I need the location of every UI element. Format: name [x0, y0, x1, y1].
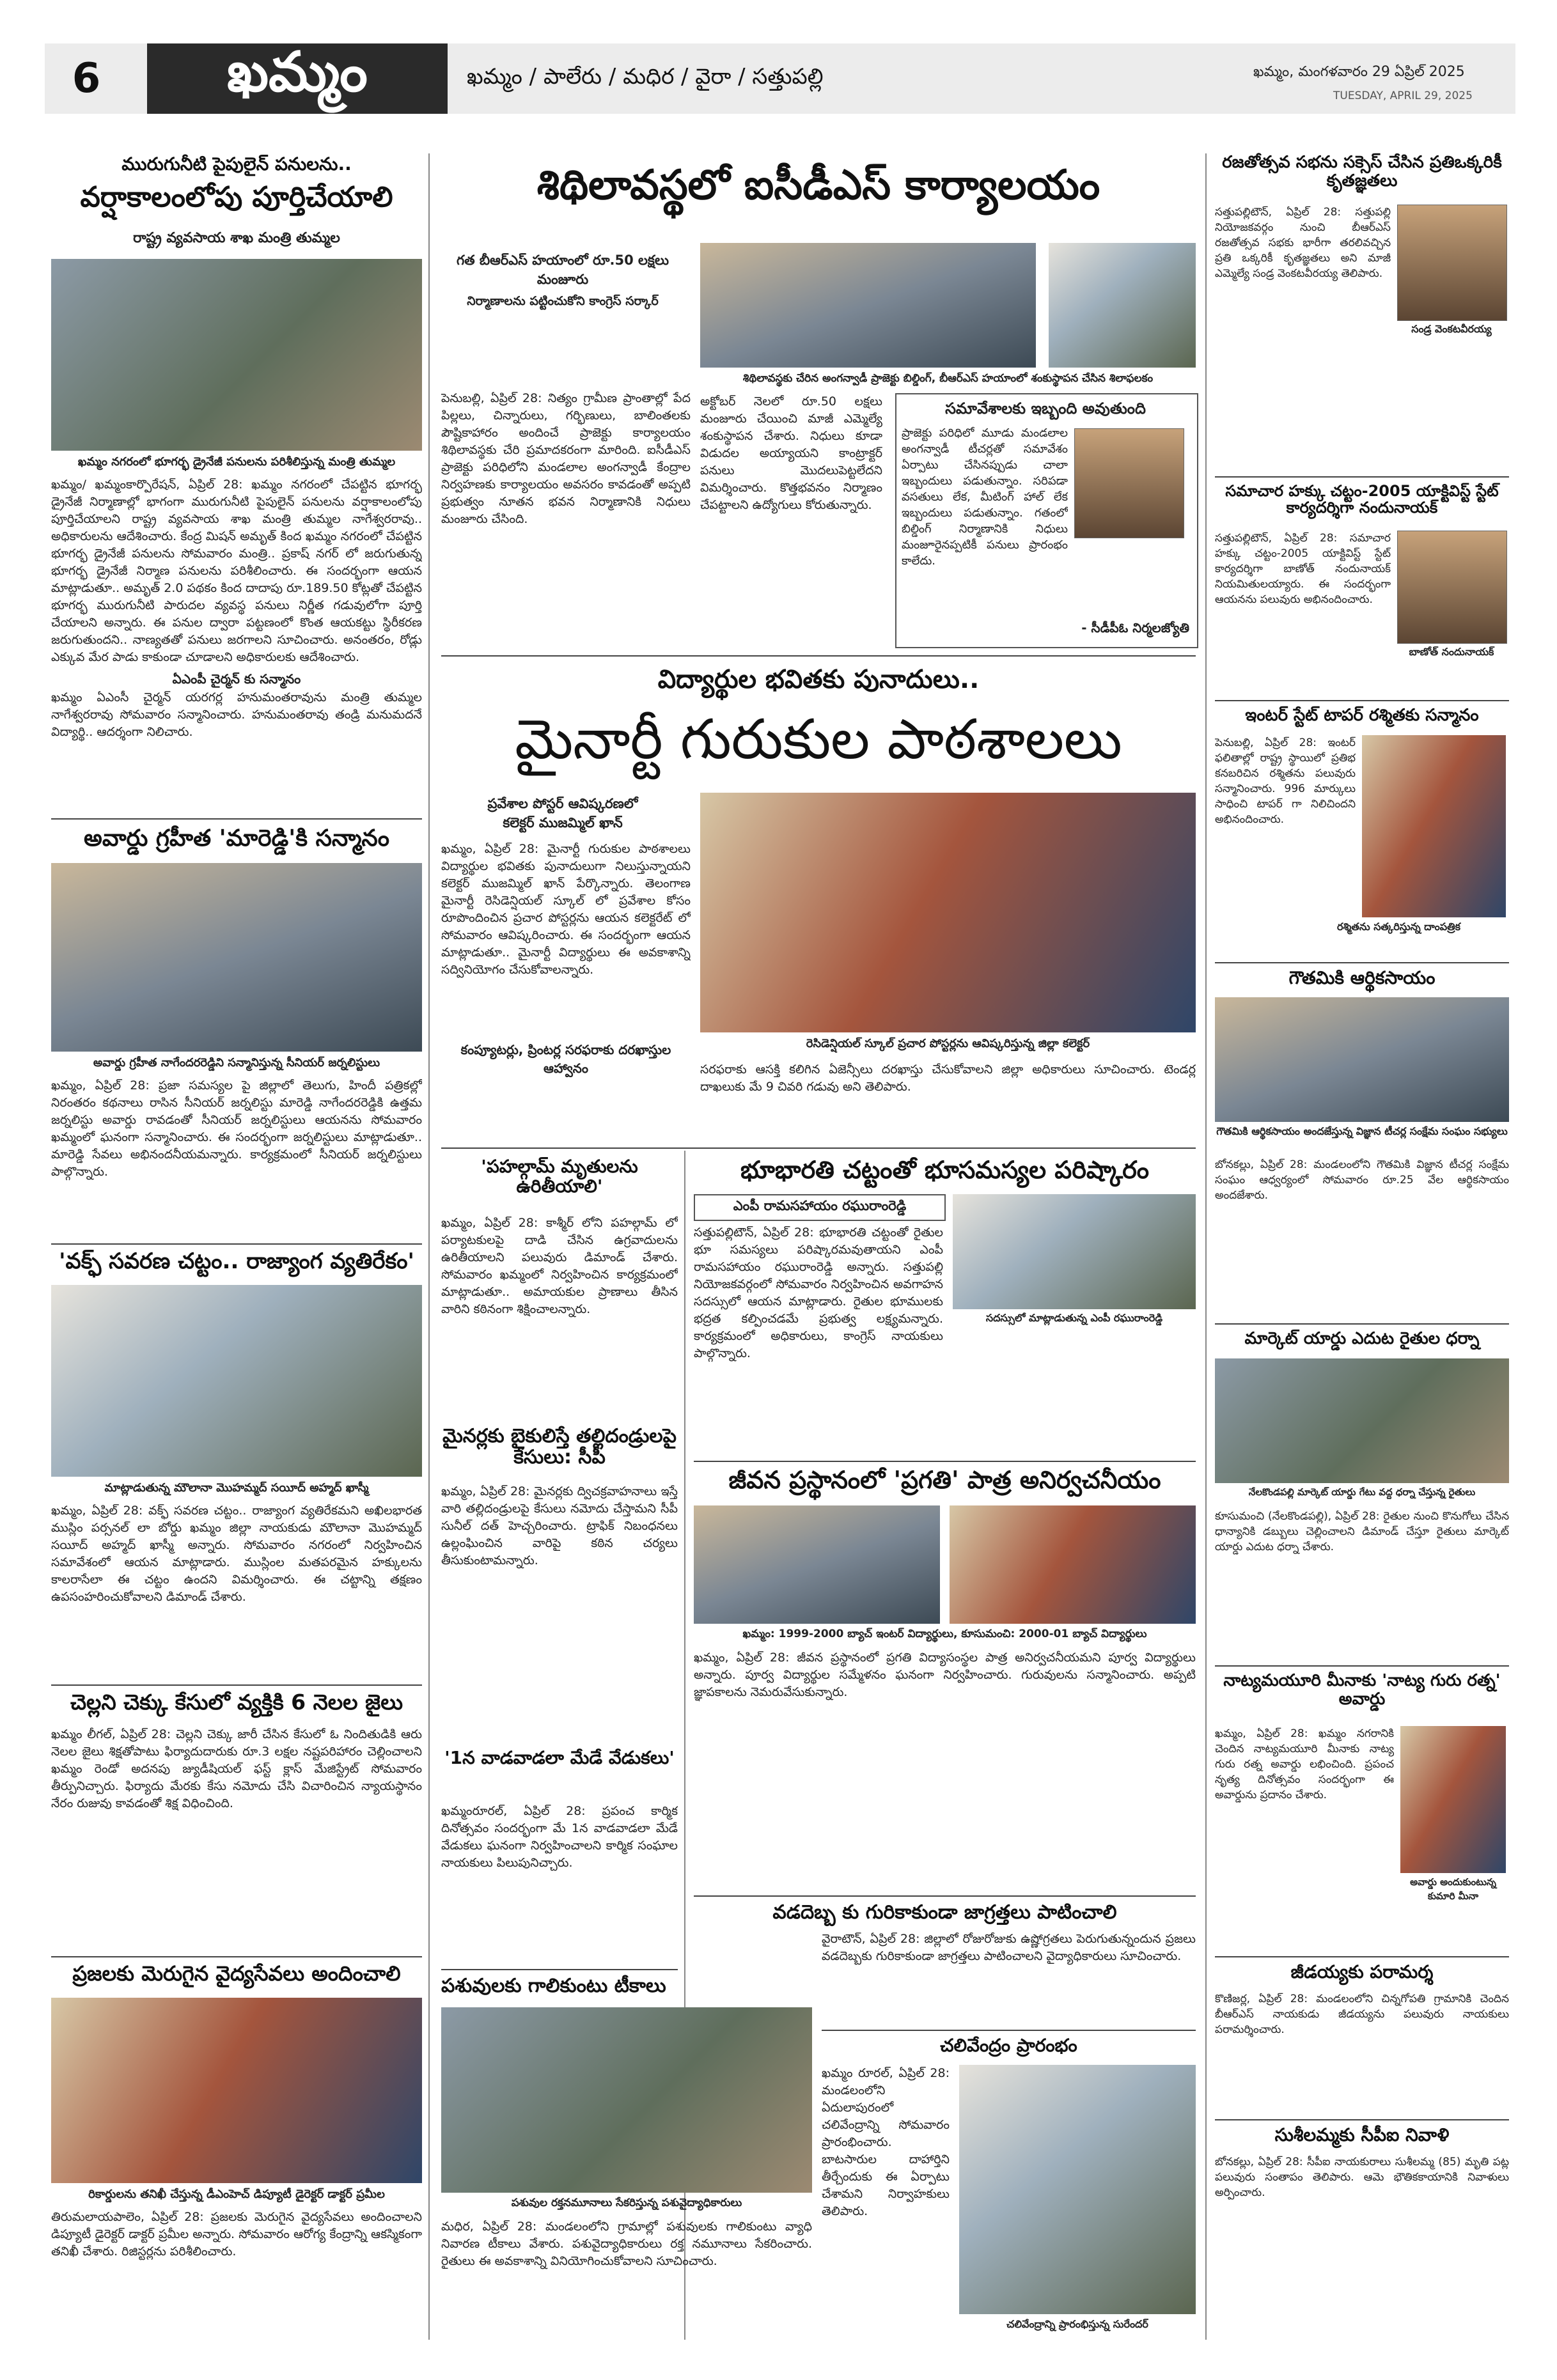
article-subhead: ప్రవేశాల పోస్టర్ ఆవిష్కరణలో: [487, 796, 638, 811]
article-body: ఖమ్మం, ఏప్రిల్ 28: కాశ్మీర్ లోని పహల్గామ్ లో పర్యాటకులపై దాడి చేసిన ఉగ్రవాదులను ఉరితీయాలని పలువురు డిమాండ్ చేశారు. సోమవారం ఖమ్మంలో నిర్వహించిన కార్యక్రమంలో మాట్లాడుతూ.. అమాయకుల ప్రాణాలు తీసిన వారిని కఠినంగా శిక్షించాలన్నారు.: [441, 1216, 678, 1316]
photo-caption: అవార్డు అందుకుంటున్న కుమారి మీనా: [1410, 1876, 1496, 1902]
article-body: పెనుబల్లి, ఏప్రిల్ 28: నిత్యం గ్రామీణ ప్రాంతాల్లో పేద పిల్లలు, చిన్నారులు, గర్భిణులు, బాలింతలకు పౌష్టికాహారం అందించే ప్రాజెక్టు కార్యాలయం శిథిలావస్థకు చేరి ప్రమాదకరంగా మారింది. ఐసీడీఎస్ ప్రాజెక్టు పరిధిలోని మండలాల అంగన్వాడీ కేంద్రాల నిర్వహణకు కార్యాలయం అవసరం కావడంతో అప్పటి ప్రభుత్వం నూతన భవన నిర్మాణానికి నిధులు మంజూరు చేసింది.: [441, 391, 691, 526]
edition-name: ఖమ్మం: [147, 43, 448, 114]
article-photo: [1362, 735, 1506, 917]
date-english: TUESDAY, APRIL 29, 2025: [1333, 89, 1473, 102]
article-headline: వడదెబ్బ కు గురికాకుండా జాగ్రత్తలు పాటించాలి: [772, 1901, 1117, 1924]
section-rule: [694, 1461, 1196, 1462]
lead-kicker: నిర్మాణాలను పట్టించుకోని కాంగ్రెస్ సర్కార్: [467, 294, 659, 308]
photo-caption: నేలకొండపల్లి మార్కెట్ యార్డు గేటు వద్ద ధర్నా చేస్తున్న రైతులు: [1248, 1486, 1476, 1498]
photo-caption: బాణోత్ నందునాయక్: [1409, 646, 1494, 658]
article-photo: [959, 2065, 1196, 2314]
photo-caption: చలివేంద్రాన్ని ప్రారంభిస్తున్న సురేందర్: [1006, 2318, 1148, 2330]
photo-caption: రశ్మితను సత్కరిస్తున్న దాంపత్రిక: [1336, 921, 1460, 933]
article-body: ఖమ్మం, ఏప్రిల్ 28: మైనర్లకు ద్విచక్రవాహనాలు ఇస్తే వారి తల్లిదండ్రులపై కేసులు నమోదు చేస్తామని సీపీ సునీల్ దత్ హెచ్చరించారు. ట్రాఫిక్ నిబంధనలు ఉల్లంఘించిన వారిపై కఠిన చర్యలు తీసుకుంటామన్నారు.: [441, 1484, 678, 1567]
photo-caption: రికార్డులను తనిఖీ చేస్తున్న డీఎంహెచ్ డిప్యూటీ డైరెక్టర్ డాక్టర్ ప్రమీల: [88, 2188, 385, 2201]
article-headline: మైనర్లకు బైకులిస్తే తల్లిదండ్రులపై కేసులు: సీపీ: [442, 1425, 677, 1468]
article-headline: 'పహల్గామ్ మృతులను ఉరితీయాలి': [481, 1156, 638, 1197]
article-photo: [51, 1998, 422, 2183]
section-rule: [441, 1969, 678, 1970]
article-body: ఖమ్మం, ఏప్రిల్ 28: వక్ఫ్ సవరణ చట్టం.. రాజ్యాంగ వ్యతిరేకమని అఖిలభారత ముస్లిం పర్సనల్ లా బోర్డు ఖమ్మం జిల్లా నాయకుడు మౌలానా మొహమ్మద్ సయీద్ అహ్మద్ ఖాస్మీ అన్నారు. సోమవారం నగరంలో నిర్వహించిన సమావేశంలో ఆయన మాట్లాడారు. ముస్లింల మతపరమైన హక్కులను కాలరాసేలా ఈ చట్టం ఉందని విమర్శించారు. ఈ చట్టాన్ని తక్షణం ఉపసంహరించుకోవాలని డిమాండ్ చేశారు.: [51, 1504, 422, 1604]
article-body: వైరాటౌన్, ఏప్రిల్ 28: జిల్లాలో రోజురోజుకు ఉష్ణోగ్రతలు పెరుగుతున్నందున ప్రజలు వడదెబ్బకు గురికాకుండా జాగ్రత్తలు పాటించాలని వైద్యాధికారులు సూచించారు.: [822, 1932, 1196, 1963]
article-headline: జీడయ్యకు పరామర్శ: [1290, 1961, 1434, 1982]
article-headline: నాట్యమయూరి మీనాకు 'నాట్య గురు రత్న' అవార్డు: [1223, 1671, 1501, 1709]
sidebar-title: సమావేశాలకు ఇబ్బంది అవుతుంది: [945, 400, 1146, 417]
article-photo: [1400, 1726, 1506, 1873]
article-body: సత్తుపల్లిటౌన్, ఏప్రిల్ 28: భూభారతి చట్టంతో రైతుల భూ సమస్యలు పరిష్కారమవుతాయని ఎంపీ రామసహాయం రఘురాంరెడ్డి అన్నారు. సత్తుపల్లి నియోజకవర్గంలో సోమవారం నిర్వహించిన అవగాహన సదస్సులో ఆయన మాట్లాడారు. రైతుల భూములకు భద్రత కల్పించడమే ప్రభుత్వ లక్ష్యమన్నారు. కార్యక్రమంలో అధికారులు, కాంగ్రెస్ నాయకులు పాల్గొన్నారు.: [694, 1225, 943, 1360]
article-body: ఖమ్మం, ఏప్రిల్ 28: ప్రజా సమస్యల పై జిల్లాలో తెలుగు, హిందీ పత్రికల్లో నిరంతరం కథనాలు రాసిన సీనియర్ జర్నలిస్టు మారెడ్డి నాగేందరరెడ్డికి ఉత్తమ జర్నలిస్టు అవార్డు రావడంతో సీనియర్ జర్నలిస్టులు ఆయనను సోమవారం ఖమ్మంలో ఘనంగా సన్మానించారు. ఈ సందర్భంగా జర్నలిస్టులు మాట్లాడుతూ.. మారెడ్డి సేవలు అభినందనీయమన్నారు. కార్యక్రమంలో సీనియర్ జర్నలిస్టులు పాల్గొన్నారు.: [51, 1078, 422, 1179]
sidebar-body: ప్రాజెక్టు పరిధిలో మూడు మండలాల అంగన్వాడీ టీచర్లతో సమావేశం ఏర్పాటు చేసినప్పుడు చాలా ఇబ్బందులు పడుతున్నాం. సరిపడా వసతులు లేక, మీటింగ్ హాల్ లేక ఇబ్బందులు పడుతున్నాం. గతంలో బిల్డింగ్ నిర్మాణానికి నిధులు మంజూరైనప్పటికీ పనులు ప్రారంభం కాలేదు.: [902, 426, 1068, 568]
article-body: సత్తుపల్లిటౌన్, ఏప్రిల్ 28: సత్తుపల్లి నియోజకవర్గం నుంచి బీఆర్ఎస్ రజతోత్సవ సభకు భారీగా తరలివచ్చిన ప్రతి ఒక్కరికీ కృతజ్ఞతలు అని మాజీ ఎమ్మెల్యే సండ్ర వెంకటవీరయ్య తెలిపారు.: [1215, 206, 1391, 280]
photo-caption: సండ్ర వెంకటవీరయ్య: [1411, 323, 1492, 335]
article-subhead: రాష్ట్ర వ్యవసాయ శాఖ మంత్రి తుమ్మల: [133, 230, 340, 246]
article-body: కొణిజర్ల, ఏప్రిల్ 28: మండలంలోని చిన్నగోపతి గ్రామానికి చెందిన బీఆర్ఎస్ నాయకుడు జీడయ్యను పలువురు నాయకులు పరామర్శించారు.: [1215, 1993, 1509, 2036]
article-body: ఖమ్మం లీగల్, ఏప్రిల్ 28: చెల్లని చెక్కు జారీ చేసిన కేసులో ఓ నిందితుడికి ఆరు నెలల జైలు శిక్షతోపాటు ఫిర్యాదుదారుకు రూ.3 లక్షల నష్టపరిహారం చెల్లించాలని ఖమ్మం రెండో అదనపు జ్యుడీషియల్ ఫస్ట్ క్లాస్ మేజిస్ట్రేట్ సోమవారం తీర్పునిచ్చారు. ఫిర్యాదు మేరకు కేసు నమోదు చేసి విచారించిన న్యాయస్థానం నేరం రుజువు కావడంతో శిక్ష విధించింది.: [51, 1727, 422, 1810]
lead-photo: [700, 243, 1036, 368]
sidebar-byline: - సీడీపీఓ నిర్మలజ్యోతి: [1081, 620, 1189, 635]
section-rule: [694, 1895, 1196, 1897]
article-headline: ఇంటర్ స్టేట్ టాపర్ రశ్మితకు సన్మానం: [1245, 706, 1479, 725]
article-headline: పశువులకు గాలికుంటు టీకాలు: [441, 1975, 666, 1997]
photo-caption: గౌతమికి ఆర్థికసాయం అందజేస్తున్న విజ్ఞాన టీచర్ల సంక్షేమ సంఘం సభ్యులు: [1216, 1125, 1508, 1137]
article-body: బోనకల్లు, ఏప్రిల్ 28: మండలంలోని గౌతమికి విజ్ఞాన టీచర్ల సంక్షేమ సంఘం ఆధ్వర్యంలో సోమవారం రూ.25 వేల ఆర్థికసాయం అందజేశారు.: [1215, 1158, 1509, 1202]
photo-caption: మాట్లాడుతున్న మౌలానా మొహమ్మద్ సయీద్ అహ్మద్ ఖాస్మీ: [104, 1481, 369, 1495]
article-body: ఖమ్మంరూరల్, ఏప్రిల్ 28: ప్రపంచ కార్మిక దినోత్సవం సందర్భంగా మే 1న వాడవాడలా మేడే వేడుకలు ఘనంగా నిర్వహించాలని కార్మిక సంఘాల నాయకులు పిలుపునిచ్చారు.: [441, 1804, 678, 1870]
section-rule: [51, 818, 422, 820]
photo-caption: అవార్డు గ్రహీత నాగేందరరెడ్డిని సన్మానిస్తున్న సీనియర్ జర్నలిస్టులు: [93, 1056, 380, 1069]
photo-caption: పశువుల రక్తనమూనాలు సేకరిస్తున్న పశువైద్యాధికారులు: [511, 2197, 742, 2209]
article-body: కూసుమంచి (నేలకొండపల్లి), ఏప్రిల్ 28: రైతుల నుంచి కొనుగోలు చేసిన ధాన్యానికి డబ్బులు చెల్లించాలని డిమాండ్ చేస్తూ రైతులు మార్కెట్ యార్డు ఎదుట ధర్నా చేశారు.: [1215, 1510, 1509, 1553]
column-divider: [428, 153, 430, 2340]
article-photo: [51, 863, 422, 1052]
portrait-photo: [1397, 205, 1507, 321]
article-body: అక్టోబర్ నెలలో రూ.50 లక్షలు మంజూరు చేయించి మాజీ ఎమ్మెల్యే శంకుస్థాపన చేశారు. నిధులు కూడా విడుదల అయ్యాయని కాంట్రాక్టర్ పనులు మొదలుపెట్టలేదని విమర్శించారు. కొత్తభవనం నిర్మాణం చేపట్టాలని ఉద్యోగులు కోరుతున్నారు.: [700, 394, 882, 512]
section-rule: [1215, 962, 1509, 963]
article-body: ఖమ్మం/ ఖమ్మంకార్పొరేషన్, ఏప్రిల్ 28: ఖమ్మం నగరంలో చేపట్టిన భూగర్భ డ్రైనేజీ నిర్మాణాల్లో భాగంగా మురుగునీటి పైపులైన్ పనులను వర్షాకాలంలోపు పూర్తిచేయాలని రాష్ట్ర వ్యవసాయ శాఖ మంత్రి తుమ్మల నాగేశ్వరరావు.. అధికారులను ఆదేశించారు. కేంద్ర మిషన్ అమృత్ కింద ఖమ్మం నగరంలో చేపట్టిన భూగర్భ డ్రైనేజీ పనులను సోమవారం మంత్రి.. ప్రకాష్ నగర్ లో జరుగుతున్న భూగర్భ డ్రైనేజీ నిర్మాణ పనులను పరిశీలించారు. ఈ సందర్భంగా ఆయన మాట్లాడుతూ.. అమృత్ 2.0 పథకం కింద దాదాపు రూ.189.50 కోట్లతో చేపట్టిన భూగర్భ మురుగునీటి పారుదల వ్యవస్థ పనులు నిర్ణీత గడువులోగా పూర్తి చేయాలని అన్నారు. ఈ పనుల ద్వారా పట్టణంలో కొంత ఆయకట్టు స్థిరీకరణ జరుగుతుందని.. నాణ్యతతో పనులు జరగాలని సూచించారు. అనంతరం, రోడ్లు ఎక్కువ మేర పాడు కాకుండా చూడాలని అధికారులకు ఆదేశించారు.: [51, 478, 422, 664]
article-photo: [694, 1505, 940, 1624]
article-headline: అవార్డు గ్రహీత 'మారెడ్డి'కి సన్మానం: [84, 825, 389, 852]
article-headline: చెల్లని చెక్కు కేసులో వ్యక్తికి 6 నెలల జైలు: [70, 1690, 403, 1715]
section-rule: [1215, 2119, 1509, 2120]
lead-headline: శిథిలావస్థలో ఐసీడీఎస్ కార్యాలయం: [536, 162, 1100, 209]
article-headline: భూభారతి చట్టంతో భూసమస్యల పరిష్కారం: [740, 1156, 1150, 1184]
article-subhead: కంప్యూటర్లు, ప్రింటర్ల సరఫరాకు దరఖాస్తుల ఆహ్వానం: [460, 1042, 671, 1076]
article-subhead: ఎంపీ రామసహాయం రఘురాంరెడ్డి: [694, 1194, 946, 1221]
article-body: ఖమ్మం రూరల్, ఏప్రిల్ 28: మండలంలోని ఏదులాపురంలో చలివేంద్రాన్ని సోమవారం ప్రారంభించారు. బాటసారుల దాహార్తిని తీర్చేందుకు ఈ ఏర్పాటు చేశామని నిర్వాహకులు తెలిపారు.: [822, 2066, 950, 2218]
article-headline: మైనార్టీ గురుకుల పాఠశాలలు: [515, 708, 1122, 772]
photo-caption: సదస్సులో మాట్లాడుతున్న ఎంపీ రఘురాంరెడ్డి: [985, 1312, 1163, 1324]
section-rule: [51, 1243, 422, 1245]
section-rule: [441, 655, 1196, 657]
section-rule: [1215, 1956, 1509, 1957]
article-kicker: విద్యార్థుల భవితకు పునాదులు..: [657, 665, 980, 694]
article-body: తిరుమలాయపాలెం, ఏప్రిల్ 28: ప్రజలకు మెరుగైన వైద్యసేవలు అందించాలని డిప్యూటీ డైరెక్టర్ డాక్టర్ ప్రమీల అన్నారు. సోమవారం ఆరోగ్య కేంద్రాన్ని ఆకస్మికంగా తనిఖీ చేశారు. రిజిస్టర్లను పరిశీలించారు.: [51, 2210, 422, 2259]
article-headline: గౌతమికి ఆర్థికసాయం: [1288, 967, 1436, 988]
article-body: ఖమ్మం, ఏప్రిల్ 28: జీవన ప్రస్థానంలో ప్రగతి విద్యాసంస్థల పాత్ర అనిర్వచనీయమని పూర్వ విద్యార్థులు అన్నారు. పూర్వ విద్యార్థుల సమ్మేళనం ఘనంగా నిర్వహించారు. గురువులను సన్మానించారు. అప్పటి జ్ఞాపకాలను నెమరువేసుకున్నారు.: [694, 1651, 1196, 1699]
article-body: సరఫరాకు ఆసక్తి కలిగిన ఏజెన్సీలు దరఖాస్తు చేసుకోవాలని జిల్లా అధికారులు సూచించారు. టెండర్ల దాఖలుకు మే 9 చివరి గడువు అని తెలిపారు.: [700, 1062, 1196, 1094]
page-number: 6: [72, 55, 101, 102]
section-rule: [1215, 700, 1509, 701]
article-body: మధిర, ఏప్రిల్ 28: మండలంలోని గ్రామాల్లో పశువులకు గాలికుంటు వ్యాధి నివారణ టీకాలు వేశారు. పశువైద్యాధికారులు రక్త నమూనాలు సేకరించారు. రైతులు ఈ అవకాశాన్ని వినియోగించుకోవాలని సూచించారు.: [441, 2220, 812, 2268]
article-photo: [1215, 997, 1509, 1122]
article-body: ఖమ్మం ఏఎంసీ చైర్మన్ యరగర్ల హనుమంతరావును మంత్రి తుమ్మల నాగేశ్వరరావు సోమవారం సన్మానించారు. హనుమంతరావు తండ్రి మనుమదనే విద్యార్థి.. ఆదర్శంగా నిలిచారు.: [51, 690, 422, 739]
photo-caption: ఖమ్మం: 1999-2000 బ్యాచ్ ఇంటర్ విద్యార్థులు, కూసుమంచి: 2000-01 బ్యాచ్ విద్యార్థులు: [742, 1628, 1147, 1640]
portrait-photo: [1397, 531, 1507, 644]
article-kicker: మురుగునీటి పైపులైన్ పనులను..: [121, 153, 352, 175]
article-body: ఖమ్మం, ఏప్రిల్ 28: ఖమ్మం నగరానికి చెందిన నాట్యమయూరి మీనాకు నాట్య గురు రత్న అవార్డు లభించింది. ప్రపంచ నృత్య దినోత్సవం సందర్భంగా ఈ అవార్డును ప్రదానం చేశారు.: [1215, 1727, 1394, 1801]
article-headline: సమాచార హక్కు చట్టం-2005 యాక్టివిస్ట్ స్టేట్ కార్యదర్శిగా నందునాయక్: [1225, 482, 1499, 517]
article-subhead: ఏఎంపీ చైర్మన్ కు సన్మానం: [172, 671, 301, 687]
article-headline: వర్షాకాలంలోపు పూర్తిచేయాలి: [80, 181, 393, 214]
photo-caption: శిథిలావస్థకు చేరిన అంగన్వాడీ ప్రాజెక్టు బిల్డింగ్, బీఆర్ఎస్ హయాంలో శంకుస్థాపన చేసిన శిలాఫలకం: [742, 372, 1154, 385]
article-body: పెనుబల్లి, ఏప్రిల్ 28: ఇంటర్ ఫలితాల్లో రాష్ట్ర స్థాయిలో ప్రతిభ కనబరిచిన రశ్మితను పలువురు సన్మానించారు. 996 మార్కులు సాధించి టాపర్ గా నిలిచిందని అభినందించారు.: [1215, 736, 1356, 826]
section-rule: [1215, 1665, 1509, 1667]
article-body: ఖమ్మం, ఏప్రిల్ 28: మైనార్టీ గురుకుల పాఠశాలలు విద్యార్థుల భవితకు పునాదులుగా నిలుస్తున్నాయని కలెక్టర్ ముజమ్మిల్ ఖాన్ పేర్కొన్నారు. తెలంగాణ మైనార్టీ రెసిడెన్షియల్ స్కూల్ లో ప్రవేశాల కోసం రూపొందించిన ప్రచార పోస్టర్లను ఆయన కలెక్టరేట్ లో సోమవారం ఆవిష్కరించారు. ఈ సందర్భంగా ఆయన మాట్లాడుతూ.. మైనార్టీ విద్యార్థులు ఈ అవకాశాన్ని సద్వినియోగం చేసుకోవాలన్నారు.: [441, 842, 691, 977]
article-photo: [1215, 1358, 1509, 1483]
edition-towns: ఖమ్మం / పాలేరు / మధిర / వైరా / సత్తుపల్లి: [467, 64, 824, 89]
article-headline: మార్కెట్ యార్డు ఎదుట రైతుల ధర్నా: [1244, 1329, 1480, 1348]
article-headline: '1న వాడవాడలా మేడే వేడుకలు': [444, 1747, 675, 1768]
section-rule: [822, 2030, 1196, 2031]
column-divider: [1205, 153, 1207, 2340]
article-photo: [700, 793, 1196, 1032]
section-rule: [1215, 476, 1509, 478]
article-photo: [51, 259, 422, 451]
section-rule: [1215, 1323, 1509, 1325]
article-headline: 'వక్ఫ్ సవరణ చట్టం.. రాజ్యాంగ వ్యతిరేకం': [59, 1248, 414, 1274]
article-photo: [51, 1285, 422, 1477]
section-rule: [51, 1956, 422, 1957]
article-photo: [950, 1505, 1196, 1624]
article-body: బోనకల్లు, ఏప్రిల్ 28: సీపీఐ నాయకురాలు సుశీలమ్మ (85) మృతి పట్ల పలువురు సంతాపం తెలిపారు. ఆమె భౌతికకాయానికి నివాళులు అర్పించారు.: [1215, 2156, 1509, 2199]
section-rule: [441, 1147, 1196, 1149]
photo-caption: ఖమ్మం నగరంలో భూగర్భ డ్రైనేజీ పనులను పరిశీలిస్తున్న మంత్రి తుమ్మల: [77, 455, 396, 469]
photo-caption: రెసిడెన్షియల్ స్కూల్ ప్రచార పోస్టర్లను ఆవిష్కరిస్తున్న జిల్లా కలెక్టర్: [806, 1037, 1090, 1050]
article-headline: ప్రజలకు మెరుగైన వైద్యసేవలు అందించాలి: [72, 1961, 401, 1986]
article-photo: [441, 2007, 812, 2193]
article-subhead: కలెక్టర్ ముజమ్మిల్ ఖాన్: [503, 815, 623, 830]
sidebar-photo: [1074, 428, 1184, 538]
lead-kicker: గత బీఆర్ఎస్ హయాంలో రూ.50 లక్షలు మంజూరు: [456, 253, 669, 287]
article-body: సత్తుపల్లిటౌన్, ఏప్రిల్ 28: సమాచార హక్కు చట్టం-2005 యాక్టివిస్ట్ స్టేట్ కార్యదర్శిగా బాణోత్ నందునాయక్ నియమితులయ్యారు. ఈ సందర్భంగా ఆయనను పలువురు అభినందించారు.: [1215, 532, 1391, 606]
article-headline: చలివేంద్రం ప్రారంభం: [940, 2035, 1077, 2056]
date-telugu: ఖమ్మం, మంగళవారం 29 ఏప్రిల్ 2025: [1253, 64, 1465, 80]
article-headline: జీవన ప్రస్థానంలో 'ప్రగతి' పాత్ర అనిర్వచనీయం: [728, 1466, 1161, 1494]
section-rule: [51, 1684, 422, 1686]
plaque-photo: [1049, 243, 1196, 368]
article-headline: రజతోత్సవ సభను సక్సెస్ చేసిన ప్రతిఒక్కరికీ కృతజ్ఞతలు: [1222, 153, 1502, 191]
article-headline: సుశీలమ్మకు సీపీఐ నివాళి: [1274, 2124, 1450, 2145]
article-photo: [953, 1194, 1196, 1309]
